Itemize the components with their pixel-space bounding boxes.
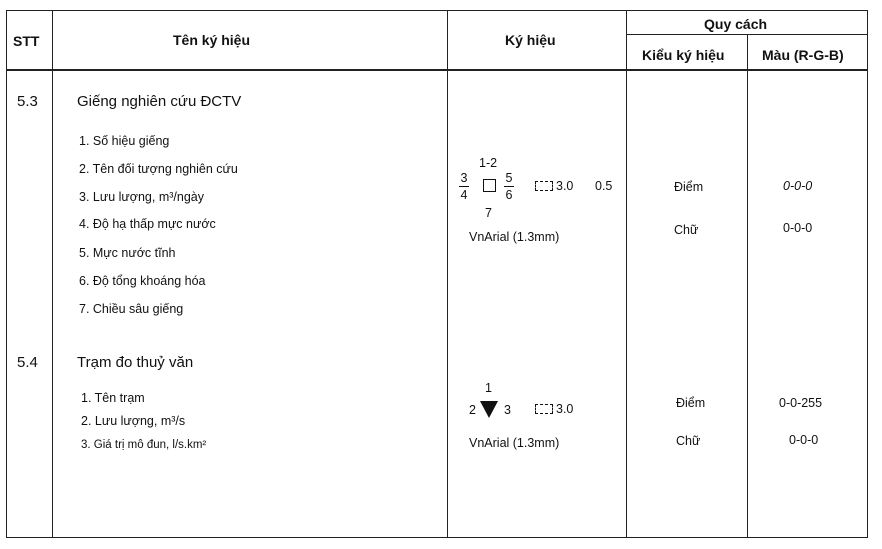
list-item: 7. Chiều sâu giếng <box>79 302 184 316</box>
header-spec: Quy cách <box>704 16 768 32</box>
list-item: 3. Giá trị mô đun, l/s.km² <box>81 439 207 451</box>
style-point: Điểm <box>674 180 704 194</box>
symbol-left-label: 2 <box>469 403 476 417</box>
color-point: 0-0-0 <box>783 179 813 193</box>
row-title: Trạm đo thuỷ văn <box>77 354 194 371</box>
color-text: 0-0-0 <box>783 221 813 235</box>
color-point: 0-0-255 <box>779 396 823 410</box>
symbol-left-denominator: 4 <box>460 188 468 202</box>
row-stt: 5.4 <box>17 354 38 371</box>
style-text: Chữ <box>676 434 701 448</box>
symbol-left-numerator: 3 <box>460 171 468 185</box>
symbol-right-denominator: 6 <box>505 188 513 202</box>
row-title: Giếng nghiên cứu ĐCTV <box>77 93 242 110</box>
symbol-line-width: 0.5 <box>595 179 613 193</box>
style-point: Điểm <box>676 396 706 410</box>
col-divider <box>52 11 53 537</box>
header-style: Kiểu ký hiệu <box>642 47 725 63</box>
header-symbol: Ký hiệu <box>505 32 556 48</box>
header-name: Tên ký hiệu <box>173 32 251 48</box>
row-stt: 5.3 <box>17 93 38 110</box>
symbol-bottom-label: 7 <box>485 206 492 220</box>
col-divider <box>447 11 448 537</box>
list-item: 2. Tên đối tượng nghiên cứu <box>79 162 238 176</box>
header-stt: STT <box>13 33 40 49</box>
symbol-top-label: 1-2 <box>479 156 498 170</box>
color-text: 0-0-0 <box>789 433 819 447</box>
symbol-right-fraction <box>504 171 514 202</box>
symbol-left-fraction <box>459 171 469 202</box>
col-divider <box>747 34 748 537</box>
symbol-right-label: 3 <box>504 403 511 417</box>
symbol-font: VnArial (1.3mm) <box>469 436 560 450</box>
header-color: Màu (R-G-B) <box>762 47 844 63</box>
style-text: Chữ <box>674 223 699 237</box>
list-item: 5. Mực nước tĩnh <box>79 246 176 260</box>
list-item: 6. Độ tổng khoáng hóa <box>79 274 206 288</box>
list-item: 1. Số hiệu giếng <box>79 134 170 148</box>
size-box-icon <box>535 404 553 414</box>
symbol-table <box>6 10 868 538</box>
fraction-bar <box>504 186 514 187</box>
hydrology-station-triangle-icon <box>480 401 498 418</box>
fraction-bar <box>459 186 469 187</box>
header-bottom-line <box>7 69 867 71</box>
header-subdivider <box>626 34 867 35</box>
list-item: 4. Độ hạ thấp mực nước <box>79 217 216 231</box>
well-square-icon <box>483 179 496 192</box>
size-box-icon <box>535 181 553 191</box>
symbol-size: 3.0 <box>556 402 574 416</box>
symbol-size: 3.0 <box>556 179 574 193</box>
list-item: 1. Tên trạm <box>81 391 145 405</box>
list-item: 2. Lưu lượng, m³/s <box>81 414 186 428</box>
symbol-right-numerator: 5 <box>505 171 513 185</box>
list-item: 3. Lưu lượng, m³/ngày <box>79 190 204 204</box>
symbol-top-label: 1 <box>485 381 492 395</box>
col-divider <box>626 11 627 537</box>
symbol-font: VnArial (1.3mm) <box>469 230 560 244</box>
